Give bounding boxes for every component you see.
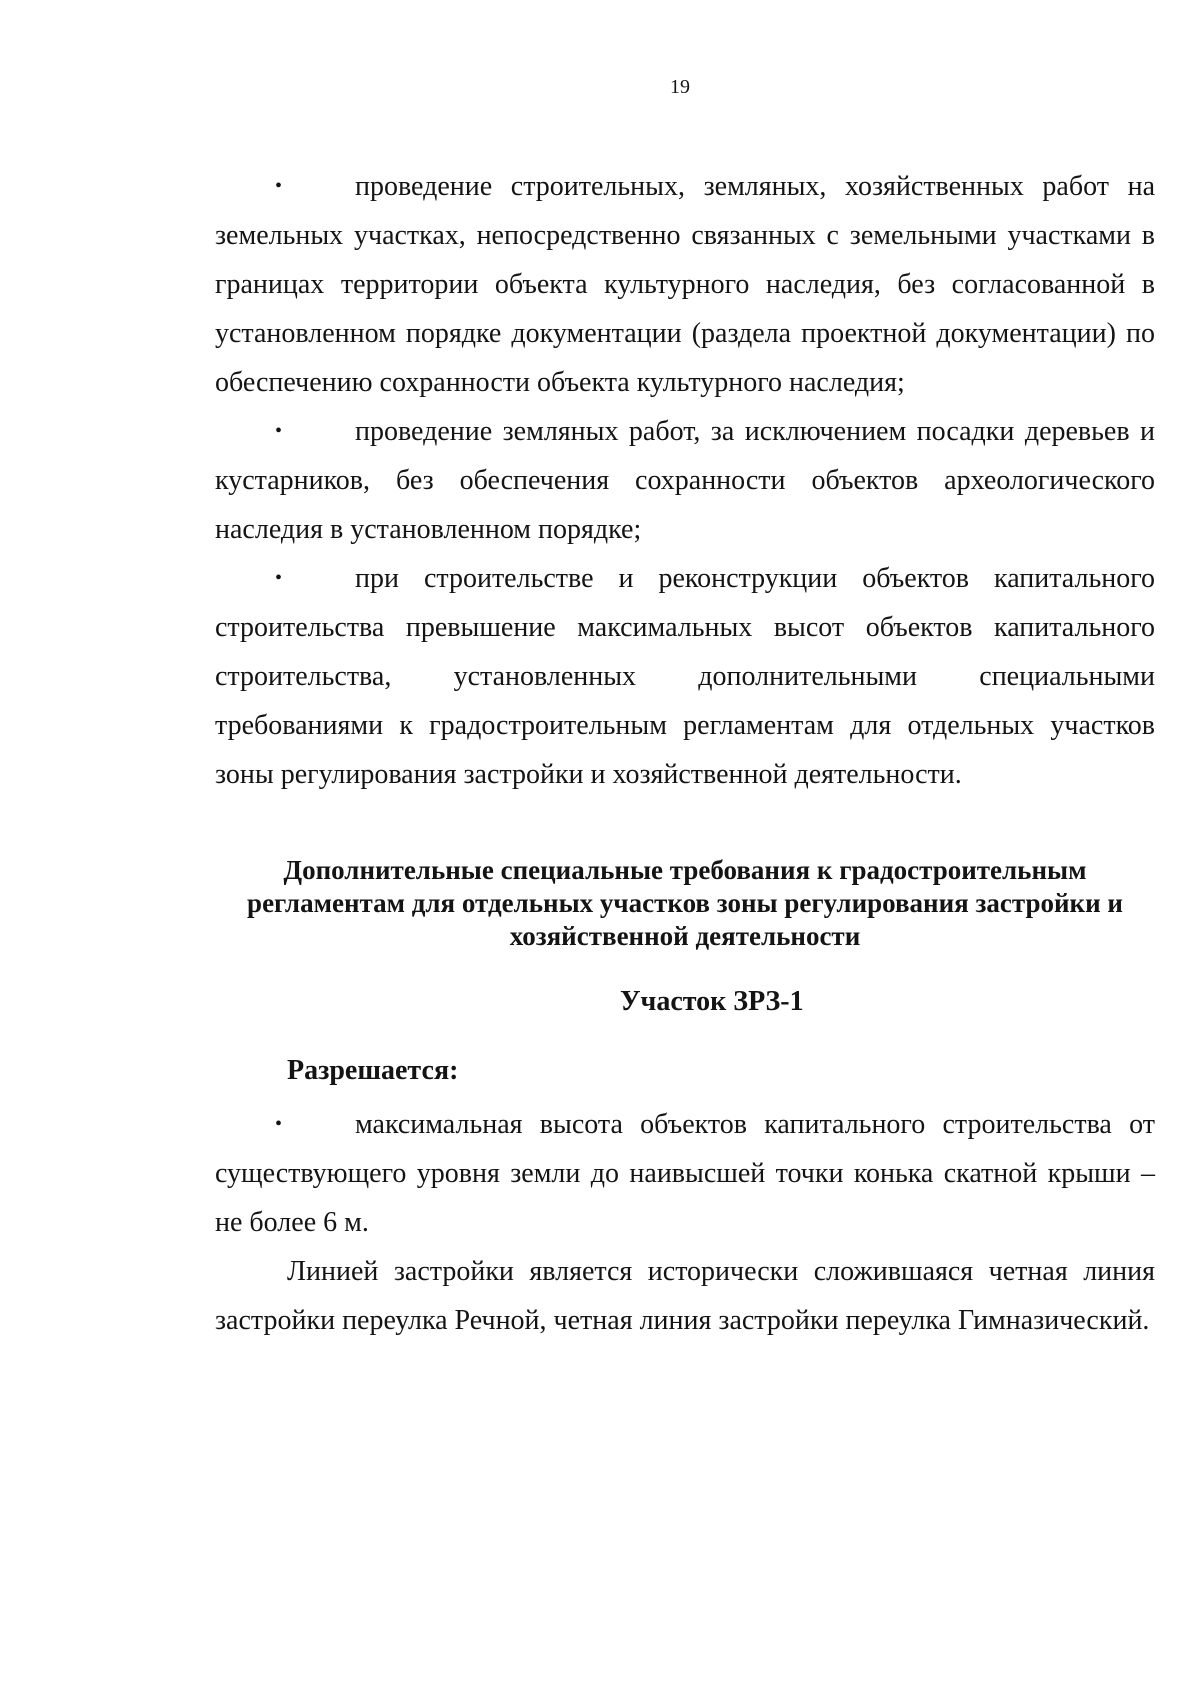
bullet-icon: • bbox=[275, 1113, 283, 1135]
allowed-label: Разрешается: bbox=[287, 1055, 459, 1086]
bullet-text: проведение строительных, земляных, хозяйственных работ на земельных участках, непосредственно связанных с земельными участками в границах территории объекта культурного наследия, без согласованной в установленном порядке документации (раздела проектной документации) по обеспечению сохранности объекта культурного наследия; bbox=[215, 171, 1155, 398]
allowed-list bbox=[215, 1100, 1155, 1247]
heading-line: регламентам для отдельных участков зоны регулирования застройки и bbox=[247, 888, 1123, 918]
bullet-icon: • bbox=[275, 175, 283, 197]
list-item bbox=[215, 162, 1155, 407]
page-number: 19 bbox=[670, 76, 690, 98]
heading-line: хозяйственной деятельности bbox=[509, 921, 861, 951]
list-item bbox=[215, 407, 1155, 554]
list-item bbox=[215, 1100, 1155, 1247]
closing-paragraph: Линией застройки является исторически сложившаяся четная линия застройки переулка Речной, четная линия застройки переулка Гимназический. bbox=[215, 1256, 1155, 1336]
bullet-icon: • bbox=[275, 420, 283, 442]
heading-line: Дополнительные специальные требования к градостроительным bbox=[283, 855, 1087, 885]
bullet-text: проведение земляных работ, за исключением посадки деревьев и кустарников, без обеспечения сохранности объектов археологического наследия в установленном порядке; bbox=[215, 416, 1155, 545]
prohibitions-list bbox=[215, 162, 1155, 799]
bullet-text: при строительстве и реконструкции объектов капитального строительства превышение максимальных высот объектов капитального строительства, установленных дополнительными специальными требованиями к градостроительным регламентам для отдельных участков зоны регулирования застройки и хозяйственной деятельности. bbox=[215, 563, 1155, 790]
bullet-icon: • bbox=[275, 567, 283, 589]
subsection-title: Участок ЗРЗ-1 bbox=[620, 986, 804, 1017]
section-heading bbox=[215, 854, 1155, 953]
list-item bbox=[215, 554, 1155, 799]
bullet-text: максимальная высота объектов капитального строительства от существующего уровня земли до наивысшей точки конька скатной крыши – не более 6 м. bbox=[215, 1109, 1155, 1238]
